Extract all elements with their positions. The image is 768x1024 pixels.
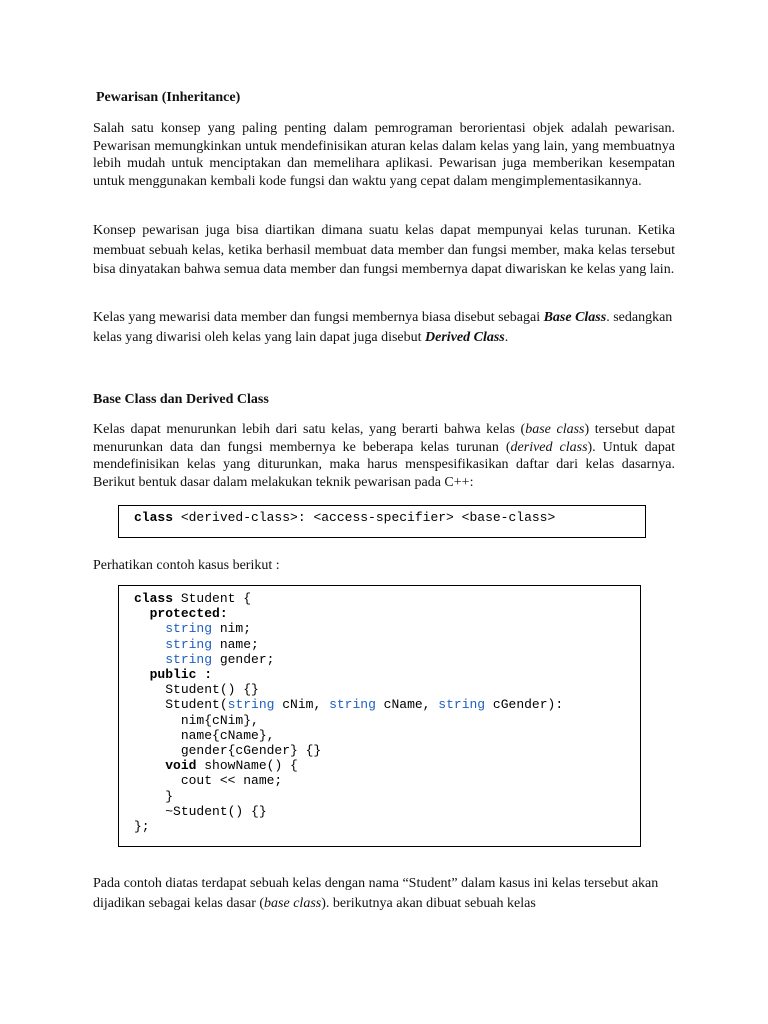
paragraph-text: Kelas yang mewarisi data member dan fungsi membernya biasa disebut sebagai xyxy=(93,310,544,325)
paragraph-text: Pada contoh diatas terdapat sebuah kelas dengan nama “Student” dalam kasus ini kelas tersebut akan dijadikan sebagai kelas dasar ( xyxy=(93,876,659,911)
code-line xyxy=(134,713,640,728)
code-text: cNim, xyxy=(274,697,330,713)
code-line xyxy=(134,682,640,697)
code-text: name{cName}, xyxy=(180,727,275,743)
paragraph-text: . sedangkan kelas yang diwarisi oleh kelas yang lain dapat juga disebut xyxy=(93,310,673,345)
code-line xyxy=(134,637,640,652)
code-text: showName() { xyxy=(196,758,298,774)
code-line xyxy=(134,697,640,712)
paragraph-text: . xyxy=(504,329,509,345)
code-keyword: void xyxy=(165,758,197,774)
code-type: string xyxy=(165,621,213,637)
paragraph-concept: Konsep pewarisan juga bisa diartikan dimana suatu kelas dapat mempunyai kelas turunan. Ketika membuat sebuah kelas, ketika berhasil membuat data member dan fungsi member, maka kelas tersebut bisa dinyatakan bahwa semua data member dan fungsi membernya dapat diwariskan ke kelas yang lain. xyxy=(93,223,675,277)
code-line xyxy=(134,728,640,743)
example-intro: Perhatikan contoh kasus berikut : xyxy=(93,558,280,573)
code-text: cout << name; xyxy=(180,773,283,789)
code-text: }; xyxy=(134,819,150,835)
code-type: string xyxy=(329,697,376,713)
paragraph-base-derived xyxy=(93,308,675,347)
code-text: } xyxy=(165,788,174,804)
code-keyword: class xyxy=(134,510,174,525)
code-line xyxy=(134,758,640,773)
code-line xyxy=(134,591,640,606)
code-line xyxy=(134,789,640,804)
code-text: <derived-class>: <access-specifier> <base-class> xyxy=(173,510,556,525)
code-text: Student( xyxy=(165,697,228,713)
paragraph-intro: Salah satu konsep yang paling penting dalam pemrograman berorientasi objek adalah pewarisan. Pewarisan memungkinkan untuk mendefinisikan aturan kelas dalam kelas yang lain, yang membuatnya lebih mudah untuk menciptakan dan memelihara aplikasi. Pewarisan juga memberikan kesempatan untuk menggunakan kembali kode fungsi dan waktu yang cepat dalam mengimplementasikannya. xyxy=(93,121,675,189)
example-code-box xyxy=(118,585,641,847)
paragraph-text: ). Untuk dapat mendefinisikan kelas yang diturunkan, maka harus menspesifikasikan daftar dari kelas dasarnya. Berikut bentuk dasar dalam melakukan teknik pewarisan pada C++: xyxy=(93,439,675,490)
term-derived-class: Derived Class xyxy=(425,329,505,345)
code-type: string xyxy=(227,697,275,713)
code-keyword: protected xyxy=(149,606,220,622)
code-line xyxy=(134,621,640,636)
code-type: string xyxy=(165,636,213,652)
code-text: name; xyxy=(212,636,259,652)
code-keyword: class xyxy=(134,591,174,606)
section-title-inheritance: Pewarisan (Inheritance) xyxy=(96,90,241,105)
term-derived-class: derived class xyxy=(510,439,588,455)
code-type: string xyxy=(438,697,486,713)
paragraph-text: Kelas dapat menurunkan lebih dari satu kelas, yang berarti bahwa kelas ( xyxy=(93,422,526,437)
code-line xyxy=(134,606,640,621)
paragraph-closing xyxy=(93,874,675,913)
code-text: cGender): xyxy=(485,697,564,713)
code-text: nim; xyxy=(212,621,252,637)
code-line xyxy=(134,743,640,758)
code-line xyxy=(134,819,640,834)
code-text: Student() {} xyxy=(165,682,259,698)
code-line xyxy=(134,773,640,788)
code-text: : xyxy=(219,606,228,622)
code-line xyxy=(134,804,640,819)
code-line xyxy=(134,652,640,667)
section-title-base-derived: Base Class dan Derived Class xyxy=(93,392,269,407)
code-text: ~Student() {} xyxy=(165,803,267,819)
code-text: Student { xyxy=(173,591,252,606)
code-text: gender{cGender} {} xyxy=(180,743,322,759)
code-line xyxy=(134,667,640,682)
term-base-class: base class xyxy=(264,895,322,911)
code-text: cName, xyxy=(375,697,439,713)
code-text: : xyxy=(196,667,213,683)
paragraph-text: ). berikutnya akan dibuat sebuah kelas xyxy=(321,895,536,911)
paragraph-explanation xyxy=(93,421,675,491)
paragraph-text: ) tersebut dapat menurunkan data dan fungsi membernya ke beberapa kelas turunan ( xyxy=(93,422,676,455)
syntax-code-box xyxy=(118,505,646,538)
code-keyword: public xyxy=(149,667,197,683)
code-type: string xyxy=(165,651,213,667)
code-text: nim{cNim}, xyxy=(180,712,259,728)
syntax-line xyxy=(134,510,645,525)
term-base-class: Base Class xyxy=(543,310,607,325)
term-base-class: base class xyxy=(525,422,585,437)
code-text: gender; xyxy=(212,651,275,667)
